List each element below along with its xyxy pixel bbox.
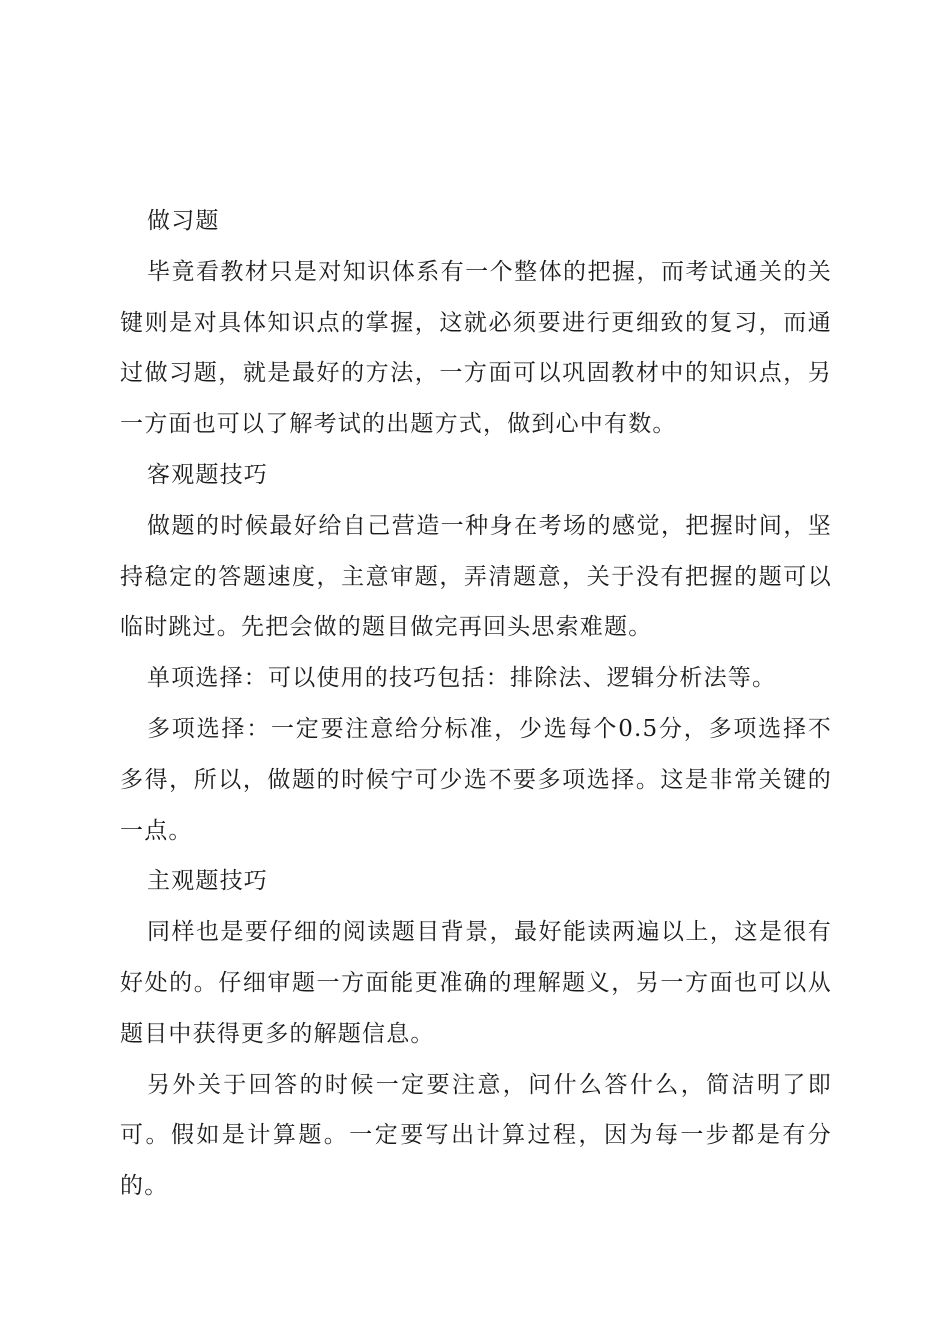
paragraph-subjective-reading: 同样也是要仔细的阅读题目背景，最好能读两遍以上，这是很有好处的。仔细审题一方面能更准确的理解题义，另一方面也可以从题目中获得更多的解题信息。 [120, 919, 832, 1047]
paragraph-exercises: 毕竟看教材只是对知识体系有一个整体的把握，而考试通关的关键则是对具体知识点的掌握，这就必须要进行更细致的复习，而通过做习题，就是最好的方法，一方面可以巩固教材中的知识点，另一方面也可以了解考试的出题方式，做到心中有数。 [120, 258, 832, 438]
heading-exercises: 做习题 [147, 208, 220, 234]
heading-objective-tips: 客观题技巧 [147, 461, 268, 488]
paragraph-objective-tips: 做题的时候最好给自己营造一种身在考场的感觉，把握时间，坚持稳定的答题速度，主意审题，弄清题意，关于没有把握的题可以临时跳过。先把会做的题目做完再回头思索难题。 [120, 512, 832, 641]
paragraph-subjective-answering: 另外关于回答的时候一定要注意，问什么答什么，简洁明了即可。假如是计算题。一定要写出计算过程，因为每一步都是有分的。 [120, 1071, 832, 1200]
document-body [120, 196, 832, 1212]
paragraph-multiple-choice: 多项选择：一定要注意给分标准，少选每个0.5分，多项选择不多得，所以，做题的时候宁可少选不要多项选择。这是非常关键的一点。 [120, 715, 832, 844]
paragraph-single-choice: 单项选择：可以使用的技巧包括：排除法、逻辑分析法等。 [147, 665, 777, 692]
heading-subjective-tips: 主观题技巧 [147, 868, 268, 895]
